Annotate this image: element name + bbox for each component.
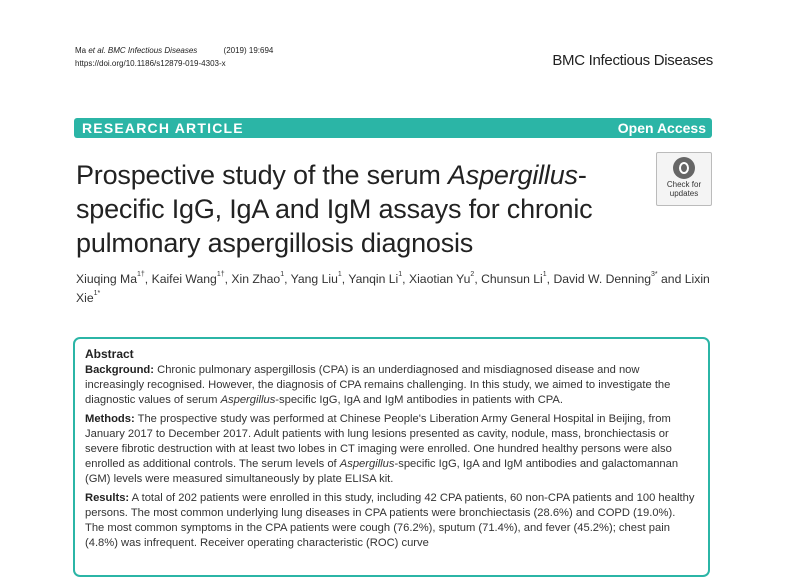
background-text-a: Chronic pulmonary aspergillosis (CPA) is an underdiagnosed and misdiagnosed disease and now increasingly recognised. However, the diagnosis of CPA remains challenging. In this study, we aimed to investigate the diagnostic values of serum	[85, 364, 671, 406]
author-affiliation-sup: 1	[542, 271, 547, 278]
methods-italic: Aspergillus	[339, 458, 395, 470]
author-affiliation-sup: 3*	[651, 271, 658, 278]
author-name[interactable]: Xiaotian Yu	[408, 272, 471, 286]
methods-text-b: -specific IgG, IgA and IgM antibodies and galactomannan (GM) levels were measured simultaneously by plate ELISA kit.	[85, 458, 679, 485]
author-affiliation-sup: 1*	[93, 290, 101, 297]
author-name[interactable]: Lixin Xie	[76, 272, 710, 305]
author-list: Xiuqing $Ma^{1\dagger}$, Kaifei Wang$^{1\dagger}$, Xin Zhao$^1$, Yang Liu$^1$, Yanqin Li$^1$, Xiaotian Yu$^2$, Chunsun Li$^1$, David W. Denning$^{3*}$ and Lixin Xie$^{1*}$	[76, 271, 710, 305]
abstract-box	[73, 337, 710, 577]
results-text: A total of 202 patients were enrolled in this study, including 42 CPA patients, 60 non-CPA patients and 100 healthy persons. The most common underlying lung diseases in CPA patients were bronchiectasis (28.6%) and COPD (19.0%). The most common symptoms in the CPA patients were cough (76.2%), sputum (71.4%), and fever (45.2%); chest pain (4.8%) was infrequent. Receiver operating characteristic (ROC) curve	[85, 492, 695, 549]
title-part-1: Prospective study of the serum	[76, 160, 448, 190]
abstract-background	[85, 363, 697, 408]
author-affiliation-sup: 1	[280, 271, 285, 278]
abstract-body	[85, 363, 697, 555]
author-affiliation-sup: 2	[470, 271, 475, 278]
title-italic: Aspergillus	[447, 160, 578, 190]
check-updates-icon	[673, 157, 695, 179]
author-name[interactable]: Xin Zhao	[231, 272, 281, 286]
citation-volume: (2019) 19:694	[223, 46, 274, 55]
author-name[interactable]: Xiuqing Ma	[76, 272, 137, 286]
author-affiliation-sup: 1	[398, 271, 403, 278]
background-italic: Aspergillus	[220, 394, 276, 406]
author-name[interactable]: Chunsun Li	[481, 272, 543, 286]
author-name[interactable]: David W. Denning	[553, 272, 652, 286]
citation	[75, 44, 273, 70]
methods-text-a: The prospective study was performed at Chinese People's Liberation Army General Hospital in Beijing, from January 2017 to December 2017. Adult patients with lung lesions presented as cavity, nodule, mass, bronchiectasis or severe fibrotic destruction with at least two lobes in CT imaging were enrolled. One hundred healthy persons were also enrolled as additional controls. The serum levels of	[85, 413, 672, 470]
citation-authors: Ma	[75, 46, 89, 55]
citation-line-1	[75, 44, 273, 57]
check-updates-line-1: Check for	[666, 180, 702, 189]
author-affiliation-sup: 1	[337, 271, 342, 278]
open-access-label: Open Access	[617, 120, 706, 136]
citation-etal: et al.	[88, 46, 106, 55]
article-title	[76, 158, 636, 260]
title-part-2: -specific IgG, IgA and IgM assays for chronic pulmonary aspergillosis diagnosis	[76, 160, 593, 258]
journal-logo: BMC Infectious Diseases	[552, 52, 713, 69]
background-text-b: -specific IgG, IgA and IgM antibodies in patients with CPA.	[275, 394, 564, 406]
article-type-banner	[74, 118, 712, 138]
abstract-results	[85, 491, 697, 551]
author-name[interactable]: Yanqin Li	[348, 272, 399, 286]
citation-journal: BMC Infectious Diseases	[107, 46, 198, 55]
author-affiliation-sup: 1†	[216, 271, 225, 278]
methods-label: Methods:	[85, 413, 135, 425]
check-for-updates-button[interactable]	[656, 152, 712, 206]
citation-doi[interactable]: https://doi.org/10.1186/s12879-019-4303-x	[75, 59, 226, 68]
abstract-methods	[85, 412, 697, 487]
check-updates-line-2: updates	[669, 189, 699, 198]
article-type-label: RESEARCH ARTICLE	[82, 120, 244, 136]
author-affiliation-sup: 1†	[136, 271, 145, 278]
author-name[interactable]: Yang Liu	[290, 272, 338, 286]
results-label: Results:	[85, 492, 130, 504]
background-label: Background:	[85, 364, 154, 376]
abstract-heading: Abstract	[85, 347, 134, 361]
author-name[interactable]: Kaifei Wang	[151, 272, 217, 286]
